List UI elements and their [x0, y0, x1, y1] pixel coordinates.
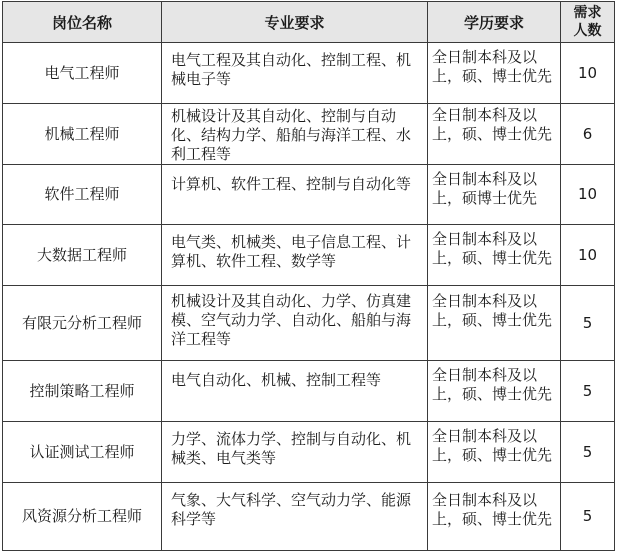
header-education-requirement: 学历要求 — [428, 2, 561, 43]
major-requirement-cell: 电气类、机械类、电子信息工程、计算机、软件工程、数学等 — [162, 225, 428, 286]
table-row — [3, 104, 615, 165]
education-requirement-cell: 全日制本科及以上，硕、博士优先 — [428, 483, 561, 551]
header-position-name: 岗位名称 — [3, 2, 162, 43]
major-requirement-cell: 机械设计及其自动化、控制与自动化、结构力学、船舶与海洋工程、水利工程等 — [162, 104, 428, 165]
education-requirement-cell: 全日制本科及以上，硕、博士优先 — [428, 43, 561, 104]
table-row — [3, 483, 615, 551]
position-name-cell: 电气工程师 — [3, 43, 162, 104]
education-requirement-cell: 全日制本科及以上，硕、博士优先 — [428, 361, 561, 422]
header-headcount — [561, 2, 615, 43]
education-requirement-cell: 全日制本科及以上，硕、博士优先 — [428, 422, 561, 483]
table-row — [3, 43, 615, 104]
headcount-cell: 5 — [561, 422, 615, 483]
position-name-cell: 软件工程师 — [3, 165, 162, 225]
headcount-cell: 10 — [561, 165, 615, 225]
header-headcount-text: 需求人数 — [573, 5, 602, 39]
position-name-cell: 机械工程师 — [3, 104, 162, 165]
position-name-cell: 大数据工程师 — [3, 225, 162, 286]
headcount-cell: 5 — [561, 361, 615, 422]
headcount-cell: 5 — [561, 286, 615, 361]
headcount-cell: 10 — [561, 43, 615, 104]
position-name-cell: 有限元分析工程师 — [3, 286, 162, 361]
table-row — [3, 422, 615, 483]
header-major-requirement: 专业要求 — [162, 2, 428, 43]
headcount-cell: 6 — [561, 104, 615, 165]
position-name-cell: 控制策略工程师 — [3, 361, 162, 422]
major-requirement-cell: 气象、大气科学、空气动力学、能源科学等 — [162, 483, 428, 551]
table-row — [3, 225, 615, 286]
headcount-cell: 5 — [561, 483, 615, 551]
position-name-cell: 认证测试工程师 — [3, 422, 162, 483]
major-requirement-cell: 机械设计及其自动化、力学、仿真建模、空气动力学、自动化、船舶与海洋工程等 — [162, 286, 428, 361]
position-name-cell: 风资源分析工程师 — [3, 483, 162, 551]
major-requirement-cell: 计算机、软件工程、控制与自动化等 — [162, 165, 428, 225]
major-requirement-cell: 电气自动化、机械、控制工程等 — [162, 361, 428, 422]
education-requirement-cell: 全日制本科及以上，硕博士优先 — [428, 165, 561, 225]
table-row — [3, 165, 615, 225]
education-requirement-cell: 全日制本科及以上，硕、博士优先 — [428, 225, 561, 286]
education-requirement-cell: 全日制本科及以上，硕、博士优先 — [428, 104, 561, 165]
table-header-row — [3, 2, 615, 43]
job-requirements-table — [2, 1, 615, 551]
headcount-cell: 10 — [561, 225, 615, 286]
major-requirement-cell: 电气工程及其自动化、控制工程、机械电子等 — [162, 43, 428, 104]
education-requirement-cell: 全日制本科及以上，硕、博士优先 — [428, 286, 561, 361]
table-row — [3, 286, 615, 361]
table-row — [3, 361, 615, 422]
major-requirement-cell: 力学、流体力学、控制与自动化、机械类、电气类等 — [162, 422, 428, 483]
